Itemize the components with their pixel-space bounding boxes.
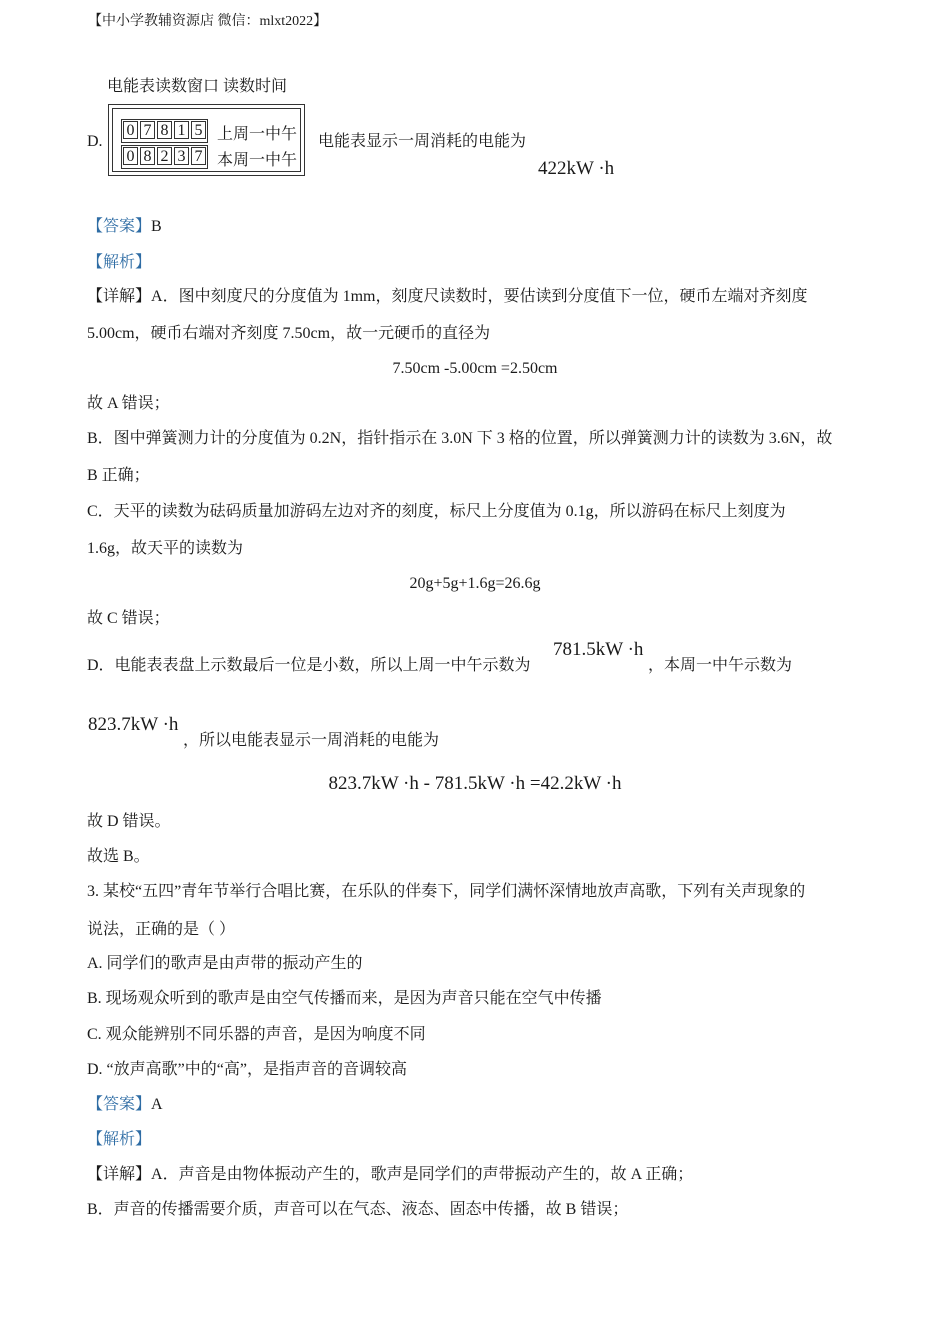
detail-a-line2: 5.00cm，硬币右端对齐刻度 7.50cm，故一元硬币的直径为: [87, 325, 491, 342]
q3-detail-a: [87, 1165, 693, 1184]
detail-d-line1-a: D．电能表表盘上示数最后一位是小数，所以上周一中午示数为: [87, 657, 531, 674]
q3-stem-line2: 说法，正确的是（ ）: [87, 921, 236, 938]
digit: 3: [174, 147, 189, 165]
detail-a-line1: [87, 287, 807, 306]
detail-b-line2: B 正确；: [87, 467, 150, 484]
formula-energy: 823.7kW ·h - 781.5kW ·h =42.2kW ·h: [328, 773, 622, 794]
detail-c-result: 故 C 错误；: [87, 610, 170, 627]
meter-row2-digits: [121, 145, 208, 169]
final-choice: 故选 B。: [87, 848, 150, 865]
answer-tag: 【答案】: [87, 218, 152, 235]
detail-d-value1: 781.5kW ·h: [553, 639, 644, 660]
detail-c-line2: 1.6g，故天平的读数为: [87, 540, 244, 557]
answer-tag: 【答案】: [87, 1096, 152, 1113]
option-d-letter: D.: [87, 133, 103, 150]
digit: 7: [191, 147, 206, 165]
detail-d-result: 故 D 错误。: [87, 813, 171, 830]
q3-option-c: C. 观众能辨别不同乐器的声音，是因为响度不同: [87, 1026, 426, 1043]
digit: 8: [157, 121, 172, 139]
answer-value: A: [151, 1096, 163, 1113]
option-d-text: 电能表显示一周消耗的电能为: [318, 133, 527, 150]
q3-stem-line1: 3. 某校“五四”青年节举行合唱比赛，在乐队的伴奏下，同学们满怀深情地放声高歌，下列有关声现象的: [87, 883, 806, 900]
answer-line: [87, 217, 162, 236]
meter-row2-label: 本周一中午: [217, 152, 298, 169]
detail-d-line1-b: ，本周一中午示数为: [648, 657, 793, 674]
q3-option-a: A. 同学们的歌声是由声带的振动产生的: [87, 955, 363, 972]
digit: 0: [123, 121, 138, 139]
detail-tag: 【详解】: [87, 1166, 152, 1183]
detail-d-line2: ，所以电能表显示一周消耗的电能为: [183, 732, 440, 749]
meter-row1-label: 上周一中午: [217, 126, 298, 143]
page-header: 【中小学教辅资源店 微信：mlxt2022】: [88, 14, 328, 29]
digit: 5: [191, 121, 206, 139]
detail-a-text: A．声音是由物体振动产生的，歌声是同学们的声带振动产生的，故 A 正确；: [151, 1166, 694, 1183]
detail-a-text: A．图中刻度尺的分度值为 1mm，刻度尺读数时，要估读到分度值下一位，硬币左端对齐刻度: [151, 288, 808, 305]
q3-option-d: D. “放声高歌”中的“高”，是指声音的音调较高: [87, 1061, 407, 1078]
formula-coin: 7.50cm -5.00cm =2.50cm: [392, 360, 558, 377]
detail-tag: 【详解】: [87, 288, 152, 305]
digit: 0: [123, 147, 138, 165]
q3-detail-b: B．声音的传播需要介质，声音可以在气态、液态、固态中传播，故 B 错误；: [87, 1201, 629, 1218]
digit: 7: [140, 121, 155, 139]
meter-caption: 电能表读数窗口 读数时间: [107, 78, 288, 95]
formula-balance: 20g+5g+1.6g=26.6g: [409, 575, 541, 592]
detail-d-value2: 823.7kW ·h: [88, 714, 179, 735]
detail-c-line1: C．天平的读数为砝码质量加游码左边对齐的刻度，标尺上分度值为 0.1g，所以游码在标尺上刻度为: [87, 503, 786, 520]
digit: 2: [157, 147, 172, 165]
detail-a-result: 故 A 错误；: [87, 395, 170, 412]
digit: 1: [174, 121, 189, 139]
q3-option-b: B. 现场观众听到的歌声是由空气传播而来，是因为声音只能在空气中传播: [87, 990, 602, 1007]
digit: 8: [140, 147, 155, 165]
answer-value: B: [151, 218, 162, 235]
analysis-tag: 【解析】: [87, 254, 152, 271]
q3-answer-line: [87, 1095, 163, 1114]
detail-b-line1: B．图中弹簧测力计的分度值为 0.2N，指针指示在 3.0N 下 3 格的位置，所以弹簧测力计的读数为 3.6N，故: [87, 430, 833, 447]
q3-analysis-tag: 【解析】: [87, 1131, 152, 1148]
electric-meter-figure: [108, 104, 305, 176]
option-d-value: 422kW ·h: [538, 158, 615, 179]
meter-row1-digits: [121, 119, 208, 143]
